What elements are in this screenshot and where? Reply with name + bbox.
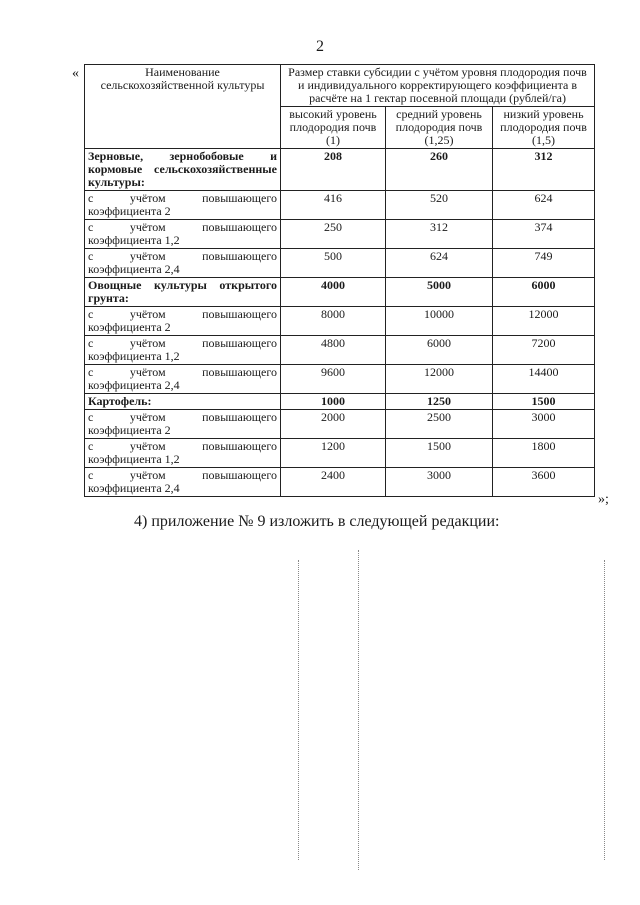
rate-low: 1800 [493,439,595,468]
header-subsidy-rate: Размер ставки субсидии с учётом уровня плодородия почв и индивидуального корректирующего коэффициента в расчёте на 1 гектар посевной площади (рублей/га) [281,65,595,107]
rate-high: 2000 [281,410,386,439]
table-row [85,307,595,336]
rate-mid: 3000 [386,468,493,497]
table-row [85,149,595,191]
rate-high: 2400 [281,468,386,497]
table-row [85,220,595,249]
rate-high: 416 [281,191,386,220]
crop-name: с учётом повышающего коэффициента 1,2 [85,220,281,249]
rate-high: 500 [281,249,386,278]
rate-mid: 260 [386,149,493,191]
rate-low: 749 [493,249,595,278]
table-row [85,336,595,365]
rate-high: 4800 [281,336,386,365]
crop-name: с учётом повышающего коэффициента 2 [85,191,281,220]
crop-name: с учётом повышающего коэффициента 2,4 [85,249,281,278]
header-crop-name: Наименование сельскохозяйственной культуры [85,65,281,149]
rate-low: 3000 [493,410,595,439]
table-row [85,191,595,220]
table-row [85,468,595,497]
rate-low: 7200 [493,336,595,365]
crop-name: с учётом повышающего коэффициента 1,2 [85,336,281,365]
table-header-row [85,65,595,107]
header-low-fertility: низкий уровень плодородия почв (1,5) [493,107,595,149]
rate-mid: 1500 [386,439,493,468]
rate-high: 1000 [281,394,386,410]
rate-low: 624 [493,191,595,220]
header-mid-fertility: средний уровень плодородия почв (1,25) [386,107,493,149]
rate-high: 9600 [281,365,386,394]
table-row [85,365,595,394]
table-row [85,439,595,468]
rate-low: 1500 [493,394,595,410]
rate-low: 3600 [493,468,595,497]
crop-name: Картофель: [85,394,281,410]
opening-quote: « [72,66,79,81]
rate-mid: 5000 [386,278,493,307]
crop-name: с учётом повышающего коэффициента 1,2 [85,439,281,468]
amendment-text: 4) приложение № 9 изложить в следующей редакции: [134,513,500,530]
rate-mid: 10000 [386,307,493,336]
table-row [85,278,595,307]
page-number: 2 [316,38,324,55]
scan-artifact-line [604,560,605,860]
closing-quote: »; [598,492,609,507]
rate-low: 6000 [493,278,595,307]
rate-low: 12000 [493,307,595,336]
rate-high: 1200 [281,439,386,468]
table-row [85,394,595,410]
crop-name: Овощные культуры открытого грунта: [85,278,281,307]
rate-mid: 312 [386,220,493,249]
crop-name: с учётом повышающего коэффициента 2 [85,410,281,439]
rate-high: 4000 [281,278,386,307]
table-row [85,249,595,278]
rate-mid: 624 [386,249,493,278]
rate-mid: 6000 [386,336,493,365]
crop-name: с учётом повышающего коэффициента 2,4 [85,365,281,394]
crop-name: Зерновые, зернобобовые и кормовые сельскохозяйственные культуры: [85,149,281,191]
rate-mid: 1250 [386,394,493,410]
scan-artifact-line [298,560,299,860]
rate-high: 250 [281,220,386,249]
rate-low: 374 [493,220,595,249]
rate-high: 208 [281,149,386,191]
crop-name: с учётом повышающего коэффициента 2 [85,307,281,336]
rate-low: 312 [493,149,595,191]
table-row [85,410,595,439]
rate-low: 14400 [493,365,595,394]
crop-name: с учётом повышающего коэффициента 2,4 [85,468,281,497]
header-high-fertility: высокий уровень плодородия почв (1) [281,107,386,149]
rate-mid: 2500 [386,410,493,439]
scan-artifact-line [358,550,359,870]
rate-mid: 520 [386,191,493,220]
rate-mid: 12000 [386,365,493,394]
subsidy-rate-table [84,64,595,497]
rate-high: 8000 [281,307,386,336]
